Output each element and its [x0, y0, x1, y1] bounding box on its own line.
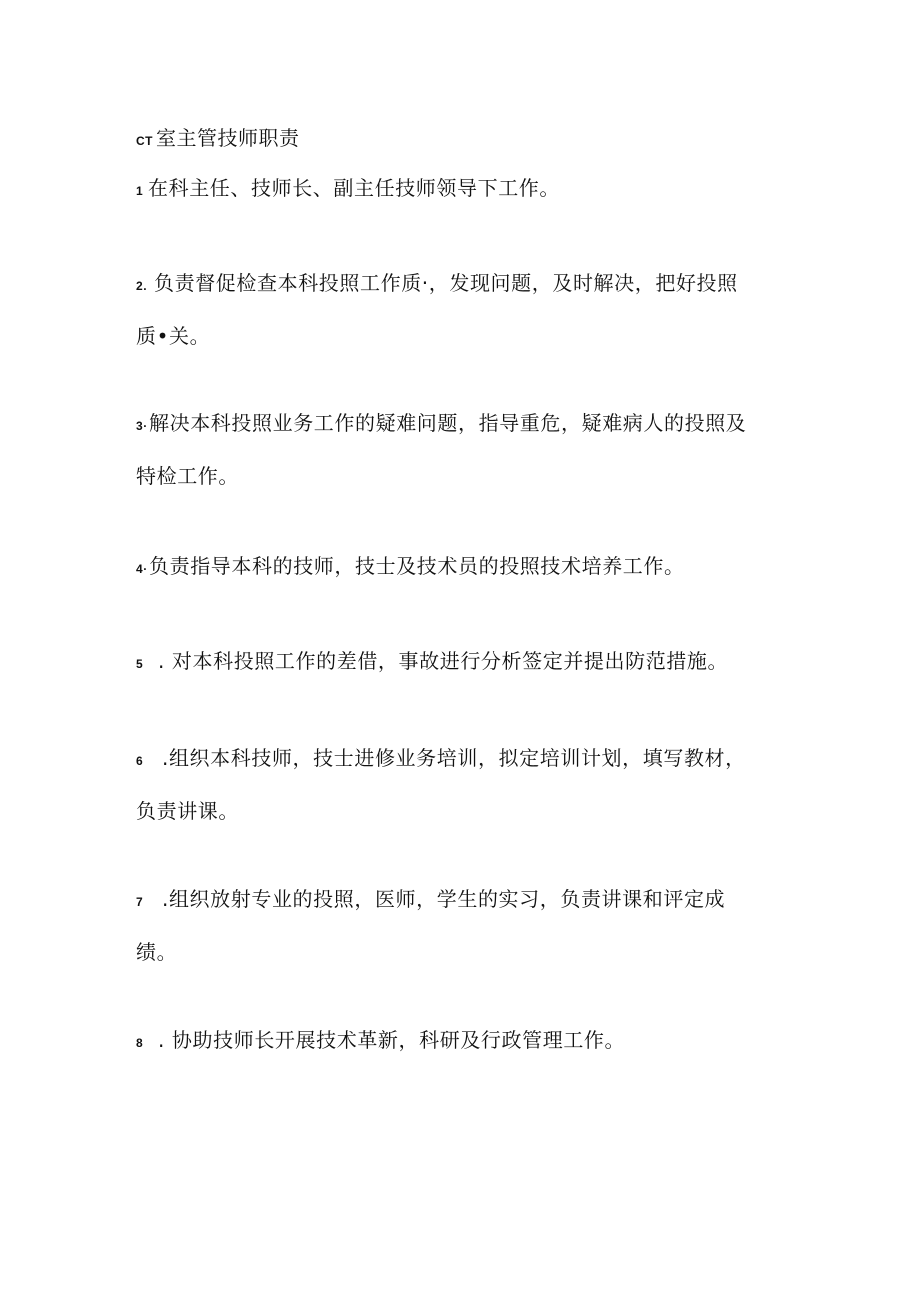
duty-line [136, 258, 796, 311]
duty-item-4 [136, 541, 796, 594]
duty-item-5 [136, 636, 796, 689]
item-text: 负责督促检查本科投照工作质·，发现问题，及时解决，把好投照 [154, 271, 738, 295]
item-number: 6 [136, 754, 144, 768]
item-number: 4· [136, 562, 148, 576]
item-number: 2. [136, 279, 148, 293]
duty-item-6 [136, 733, 796, 836]
duty-line [136, 874, 796, 927]
duty-line-continued: 特检工作。 [136, 464, 239, 488]
item-text: . 对本科投照工作的差借，事故进行分析签定并提出防范措施。 [158, 649, 729, 673]
duty-item-3 [136, 398, 796, 501]
document-title [136, 124, 300, 155]
item-number: 7 [136, 895, 144, 909]
item-text: .组织本科技师，技士进修业务培训，拟定培训计划，填写教材， [162, 746, 746, 770]
duty-line-continued: 负责讲课。 [136, 799, 239, 823]
duty-item-1 [136, 163, 796, 216]
item-text: 负责指导本科的技师，技士及技术员的投照技术培养工作。 [149, 554, 685, 578]
duty-line [136, 163, 796, 216]
duty-item-2 [136, 258, 796, 361]
title-prefix: CT [136, 134, 153, 148]
item-number: 8 [136, 1036, 144, 1050]
duty-line [136, 1015, 796, 1068]
item-text: . 协助技师长开展技术革新，科研及行政管理工作。 [158, 1028, 626, 1052]
duty-line [136, 733, 796, 786]
item-text: .组织放射专业的投照，医师，学生的实习，负责讲课和评定成 [162, 887, 726, 911]
duty-line-continued: 质•关。 [136, 324, 211, 348]
duty-line [136, 398, 796, 451]
item-text: 在科主任、技师长、副主任技师领导下工作。 [148, 176, 560, 200]
item-number: 1 [136, 184, 144, 198]
title-text: 室主管技师职责 [156, 126, 300, 150]
item-number: 3· [136, 419, 148, 433]
duty-line [136, 541, 796, 594]
duty-item-8 [136, 1015, 796, 1068]
item-number: 5 [136, 657, 144, 671]
duty-line [136, 636, 796, 689]
item-text: 解决本科投照业务工作的疑难问题，指导重危，疑难病人的投照及 [149, 411, 747, 435]
duty-item-7 [136, 874, 796, 977]
duty-line-continued: 绩。 [136, 940, 178, 964]
